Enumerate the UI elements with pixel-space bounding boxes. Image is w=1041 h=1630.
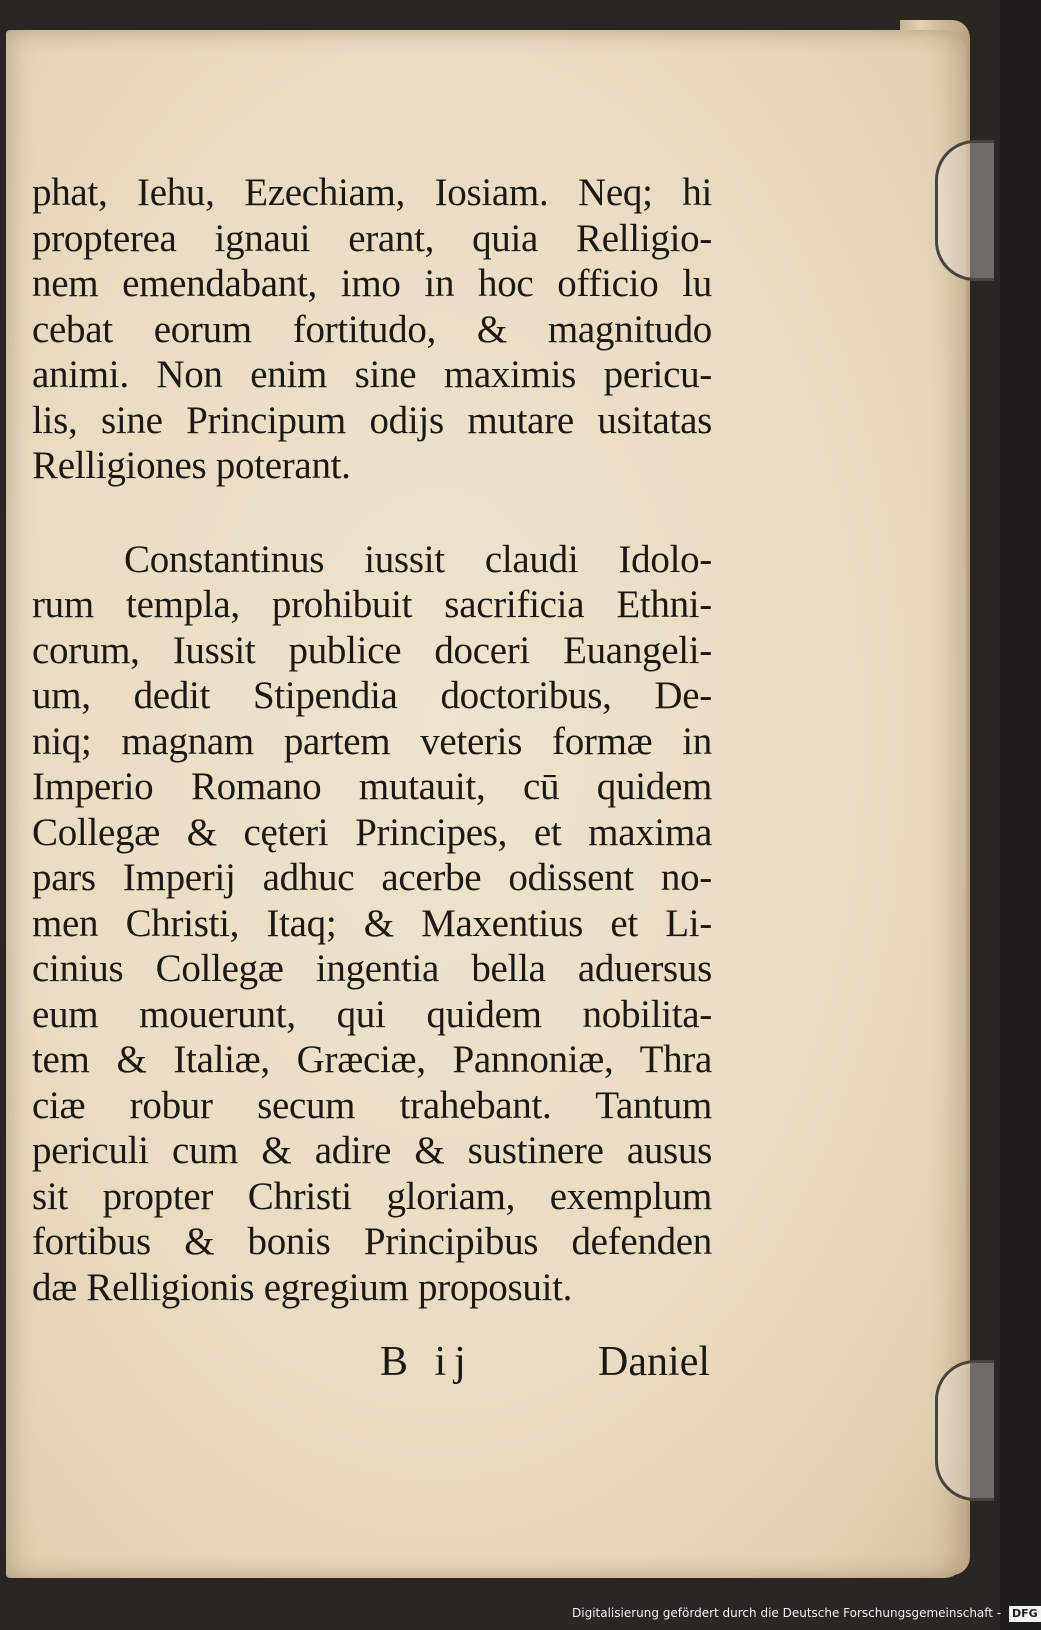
page-text (32, 170, 712, 1310)
page-footer (30, 1338, 710, 1398)
text-line: pars Imperij adhuc acerbe odissent no- (32, 856, 712, 899)
text-line: Constantinus iussit claudi Idolo- (124, 537, 712, 581)
text-line: cinius Collegæ ingentia bella aduersus (32, 947, 712, 990)
text-line: rum templa, prohibuit sacrificia Ethni- (32, 583, 712, 626)
digitization-credit (572, 1603, 1041, 1623)
text-line: sit propter Christi gloriam, exemplum (32, 1174, 712, 1218)
text-line: corum, Iussit publice doceri Euangeli- (32, 628, 712, 672)
text-line: Imperio Romano mutauit, cū quidem (32, 765, 712, 808)
text-line: men Christi, Itaq; & Maxentius et Li- (32, 901, 712, 945)
page-clip-bottom (935, 1360, 994, 1501)
text-line: propterea ignaui erant, quia Relligio- (32, 216, 712, 260)
text-line: periculi cum & adire & sustinere ausus (32, 1129, 712, 1172)
credit-text: Digitalisierung gefördert durch die Deutsche Forschungsgemeinschaft - (572, 1606, 1002, 1620)
text-line: nem emendabant, imo in hoc officio lu (32, 262, 712, 305)
text-line: animi. Non enim sine maximis pericu- (32, 353, 712, 396)
text-line: dæ Relligionis egregium proposuit. (32, 1265, 573, 1309)
text-line: eum mouerunt, qui quidem nobilita- (32, 992, 712, 1036)
signature-mark: B ij (380, 1339, 474, 1385)
paragraph-2 (32, 537, 712, 1311)
page-clip-top (935, 140, 994, 281)
text-line: Collegæ & cęteri Principes, et maxima (32, 810, 712, 854)
text-line: um, dedit Stipendia doctoribus, De- (32, 674, 712, 717)
dfg-logo: DFG (1009, 1606, 1041, 1622)
text-line: phat, Iehu, Ezechiam, Iosiam. Neq; hi (32, 171, 712, 214)
text-line: ciæ robur secum trahebant. Tantum (32, 1083, 712, 1127)
text-line: lis, sine Principum odijs mutare usitatas (32, 398, 712, 442)
paragraph-1 (32, 170, 712, 489)
text-line: tem & Italiæ, Græciæ, Pannoniæ, Thra (32, 1038, 712, 1081)
text-line: cebat eorum fortitudo, & magnitudo (32, 307, 712, 351)
text-line: niq; magnam partem veteris formæ in (32, 719, 712, 763)
catchword: Daniel (598, 1339, 710, 1385)
text-line: fortibus & bonis Principibus defenden (32, 1220, 712, 1263)
paragraph-gap (32, 489, 712, 537)
text-line: Relligiones poterant. (32, 444, 351, 487)
